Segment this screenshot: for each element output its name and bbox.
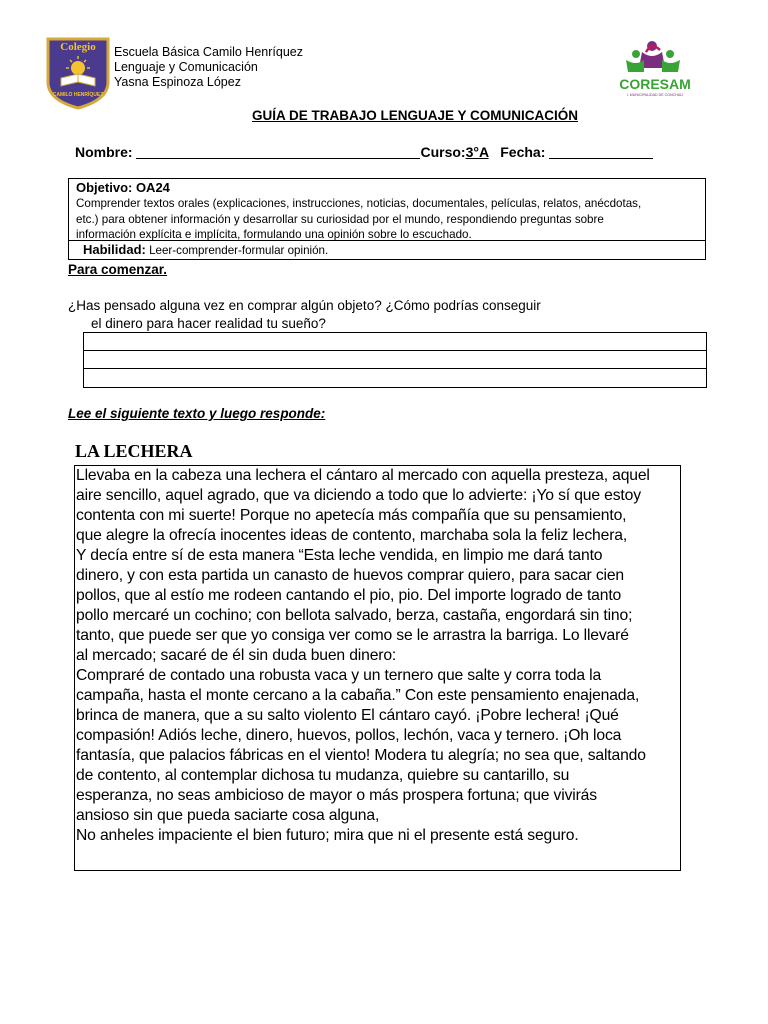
subject-name: Lenguaje y Comunicación [114,60,258,74]
story-line: No anheles impaciente el bien futuro; mira que ni el presente está seguro. [76,827,579,844]
question-line-2: el dinero para hacer realidad tu sueño? [91,316,326,331]
story-line: Compraré de contado una robusta vaca y un ternero que salte y corra toda la [76,667,602,684]
skill-label: Habilidad: [83,242,146,257]
objective-box [68,178,706,260]
course-label: Curso: [420,144,466,160]
story-line: brinca de manera, que a su salto violento El cántaro cayó. ¡Pobre lechera! ¡Qué [76,707,619,724]
story-line: contenta con mi suerte! Porque no apetecía más compañía que su pensamiento, [76,507,627,524]
story-line: campaña, hasta el monte cercano a la cabaña.” Con este pensamiento enajenada, [76,687,640,704]
name-label: Nombre: [75,144,133,160]
story-line: pollo mercaré un cochino; con bellota salvado, berza, castaña, engordará sin tino; [76,607,633,624]
course-value: 3°A [465,144,489,160]
coresam-subtitle: I. MUNICIPALIDAD DE CONCHALÍ [626,93,684,97]
skill-row [83,242,328,257]
answer-box[interactable] [83,332,707,388]
story-line: Llevaba en la cabeza una lechera el cántaro al mercado con aquella presteza, aquel [76,467,650,484]
coresam-logo [610,38,700,100]
crest-bottom-text: CAMILO HENRÍQUEZ [52,92,104,98]
start-heading: Para comenzar. [68,262,168,277]
date-label: Fecha: [500,144,546,160]
objective-title: Objetivo: OA24 [76,180,170,195]
name-field[interactable] [136,144,420,159]
story-box [74,465,681,871]
story-line: ansioso sin que pueda saciarte cosa alguna, [76,807,380,824]
answer-line[interactable] [84,351,706,369]
objective-divider [69,240,705,241]
teacher-name: Yasna Espinoza López [114,75,241,89]
student-info-line [75,144,653,160]
story-line: aire sencillo, aquel agrado, que va diciendo a todo que lo advierte: ¡Yo sí que estoy [76,487,641,504]
objective-line: etc.) para obtener información y desarrollar su curiosidad por el mundo, respondiendo preguntas sobre [76,212,604,226]
objective-line: Comprender textos orales (explicaciones, instrucciones, noticias, documentales, películas, relatos, anécdotas, [76,197,642,210]
story-line: compasión! Adiós leche, dinero, huevos, pollos, lechón, vaca y ternero. ¡Oh loca [76,727,622,744]
question-line-1: ¿Has pensado alguna vez en comprar algún objeto? ¿Cómo podrías conseguir [68,298,541,313]
crest-top-text: Colegio [60,41,96,53]
story-line: esperanza, no seas ambicioso de mayor o más prospera fortuna; que vivirás [76,787,597,804]
date-field[interactable] [549,144,653,159]
school-name: Escuela Básica Camilo Henríquez [114,45,303,59]
guide-title: GUÍA DE TRABAJO LENGUAJE Y COMUNICACIÓN [251,108,579,123]
warmup-question [68,297,541,333]
crest-sun [71,61,85,75]
objective-line: información explícita e implícita, formulando una opinión sobre lo escuchado. [76,228,472,241]
story-line: de contento, al contemplar dichosa tu mudanza, quiebre su cantarillo, su [76,767,570,784]
school-info [114,45,303,90]
story-line: fantasía, que palacios fábricas en el viento! Modera tu alegría; no sea que, saltando [76,747,646,764]
story-line: al mercado; sacaré de él sin duda buen dinero: [76,647,397,664]
story-line: tanto, que puede ser que yo consiga ver como se le arrastra la barriga. Lo llevaré [76,627,629,644]
school-crest-logo [45,36,111,110]
skill-value: Leer-comprender-formular opinión. [149,244,329,257]
reading-instruction: Lee el siguiente texto y luego responde: [68,406,326,421]
story-line: que alegre la ofrecía inocentes ideas de contento, marchaba sola la feliz lechera, [76,527,628,544]
coresam-name: CORESAM [619,76,691,92]
story-title: LA LECHERA [75,441,193,461]
answer-line[interactable] [84,369,706,387]
story-line: Y decía entre sí de esta manera “Esta leche vendida, en limpio me dará tanto [76,547,603,564]
story-line: pollos, que al estío me rodeen cantando el pio, pio. Del importe logrado de tanto [76,587,622,604]
objective-text [76,196,704,243]
answer-line[interactable] [84,333,706,351]
story-line: dinero, y con esta partida un canasto de huevos comprar quiero, para sacar cien [76,567,624,584]
